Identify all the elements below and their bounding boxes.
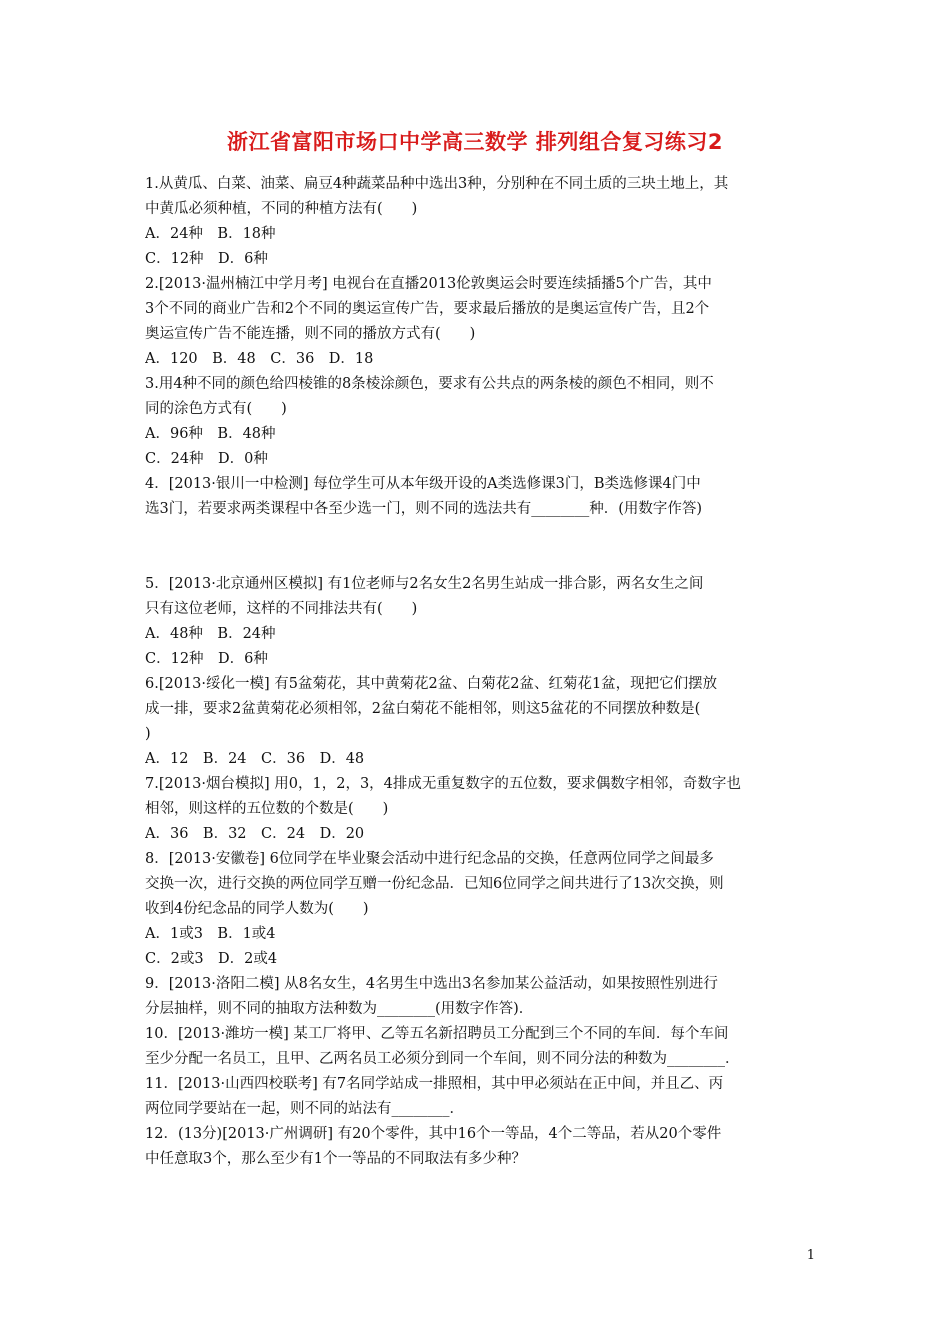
question-line: 4．[2013·银川一中检测] 每位学生可从本年级开设的A类选修课3门，B类选修课4门中: [145, 476, 701, 492]
question-9: [145, 972, 810, 1022]
question-line: 中任意取3个，那么至少有1个一等品的不同取法有多少种？: [145, 1151, 526, 1167]
question-line: 5．[2013·北京通州区模拟] 有1位老师与2名女生2名男生站成一排合影，两名女生之间: [145, 576, 704, 592]
question-list: [145, 172, 810, 1172]
question-line: C．12种 D．6种: [145, 251, 268, 267]
question-line: C．12种 D．6种: [145, 651, 268, 667]
question-line: ): [145, 726, 151, 742]
question-7: [145, 772, 810, 847]
question-12: [145, 1122, 810, 1172]
question-8: [145, 847, 810, 972]
question-line: 收到4份纪念品的同学人数为( ): [145, 901, 369, 917]
question-10: [145, 1022, 810, 1072]
question-line: 3个不同的商业广告和2个不同的奥运宣传广告，要求最后播放的是奥运宣传广告，且2个: [145, 301, 710, 317]
page-number: 1: [806, 1248, 815, 1263]
question-line: 10．[2013·潍坊一模] 某工厂将甲、乙等五名新招聘员工分配到三个不同的车间．每个车间: [145, 1026, 729, 1042]
question-line: 奥运宣传广告不能连播，则不同的播放方式有( ): [145, 326, 476, 342]
question-line: A．48种 B．24种: [145, 626, 276, 642]
question-line: 选3门，若要求两类课程中各至少选一门，则不同的选法共有________种．(用数字作答): [145, 501, 703, 517]
question-line: A．96种 B．48种: [145, 426, 276, 442]
question-line: 两位同学要站在一起，则不同的站法有________．: [145, 1101, 464, 1117]
question-line: 相邻，则这样的五位数的个数是( ): [145, 801, 389, 817]
question-line: 8．[2013·安徽卷] 6位同学在毕业聚会活动中进行纪念品的交换，任意两位同学之间最多: [145, 851, 714, 867]
question-1: [145, 172, 810, 272]
question-5: [145, 572, 810, 672]
question-line: 2.[2013·温州楠江中学月考] 电视台在直播2013伦敦奥运会时要连续插播5个广告，其中: [145, 276, 712, 292]
question-line: 3.用4种不同的颜色给四棱锥的8条棱涂颜色，要求有公共点的两条棱的颜色不相同，则不: [145, 376, 714, 392]
answer-space: [145, 522, 810, 572]
question-line: 至少分配一名员工，且甲、乙两名员工必须分到同一个车间，则不同分法的种数为________．: [145, 1051, 740, 1067]
question-line: A．36 B．32 C．24 D．20: [145, 826, 365, 842]
question-11: [145, 1072, 810, 1122]
question-line: 6.[2013·绥化一模] 有5盆菊花，其中黄菊花2盆、白菊花2盆、红菊花1盆，现把它们摆放: [145, 676, 718, 692]
question-line: 12．(13分)[2013·广州调研] 有20个零件，其中16个一等品，4个二等品，若从20个零件: [145, 1126, 722, 1142]
question-line: 1.从黄瓜、白菜、油菜、扁豆4种蔬菜品种中选出3种，分别种在不同土质的三块土地上，其: [145, 176, 729, 192]
question-line: A．24种 B．18种: [145, 226, 276, 242]
question-line: 同的涂色方式有( ): [145, 401, 287, 417]
question-line: A．12 B．24 C．36 D．48: [145, 751, 365, 767]
question-line: 分层抽样，则不同的抽取方法种数为________(用数字作答)．: [145, 1001, 534, 1017]
question-3: [145, 372, 810, 472]
question-line: 11．[2013·山西四校联考] 有7名同学站成一排照相，其中甲必须站在正中间，并且乙、丙: [145, 1076, 724, 1092]
question-6: [145, 672, 810, 772]
question-line: 交换一次，进行交换的两位同学互赠一份纪念品．已知6位同学之间共进行了13次交换，则: [145, 876, 724, 892]
question-line: C．2或3 D．2或4: [145, 951, 278, 967]
question-line: A．120 B．48 C．36 D．18: [145, 351, 374, 367]
question-line: 7.[2013·烟台模拟] 用0，1，2，3，4排成无重复数字的五位数，要求偶数字相邻，奇数字也: [145, 776, 741, 792]
question-line: 只有这位老师，这样的不同排法共有( ): [145, 601, 418, 617]
question-line: 中黄瓜必须种植，不同的种植方法有( ): [145, 201, 418, 217]
question-4: [145, 472, 810, 522]
question-line: A．1或3 B．1或4: [145, 926, 276, 942]
question-line: 9．[2013·洛阳二模] 从8名女生，4名男生中选出3名参加某公益活动，如果按照性别进行: [145, 976, 718, 992]
question-2: [145, 272, 810, 372]
question-line: C．24种 D．0种: [145, 451, 268, 467]
page-title: 浙江省富阳市场口中学高三数学 排列组合复习练习2: [227, 130, 723, 154]
question-line: 成一排，要求2盆黄菊花必须相邻，2盆白菊花不能相邻，则这5盆花的不同摆放种数是(: [145, 701, 701, 717]
